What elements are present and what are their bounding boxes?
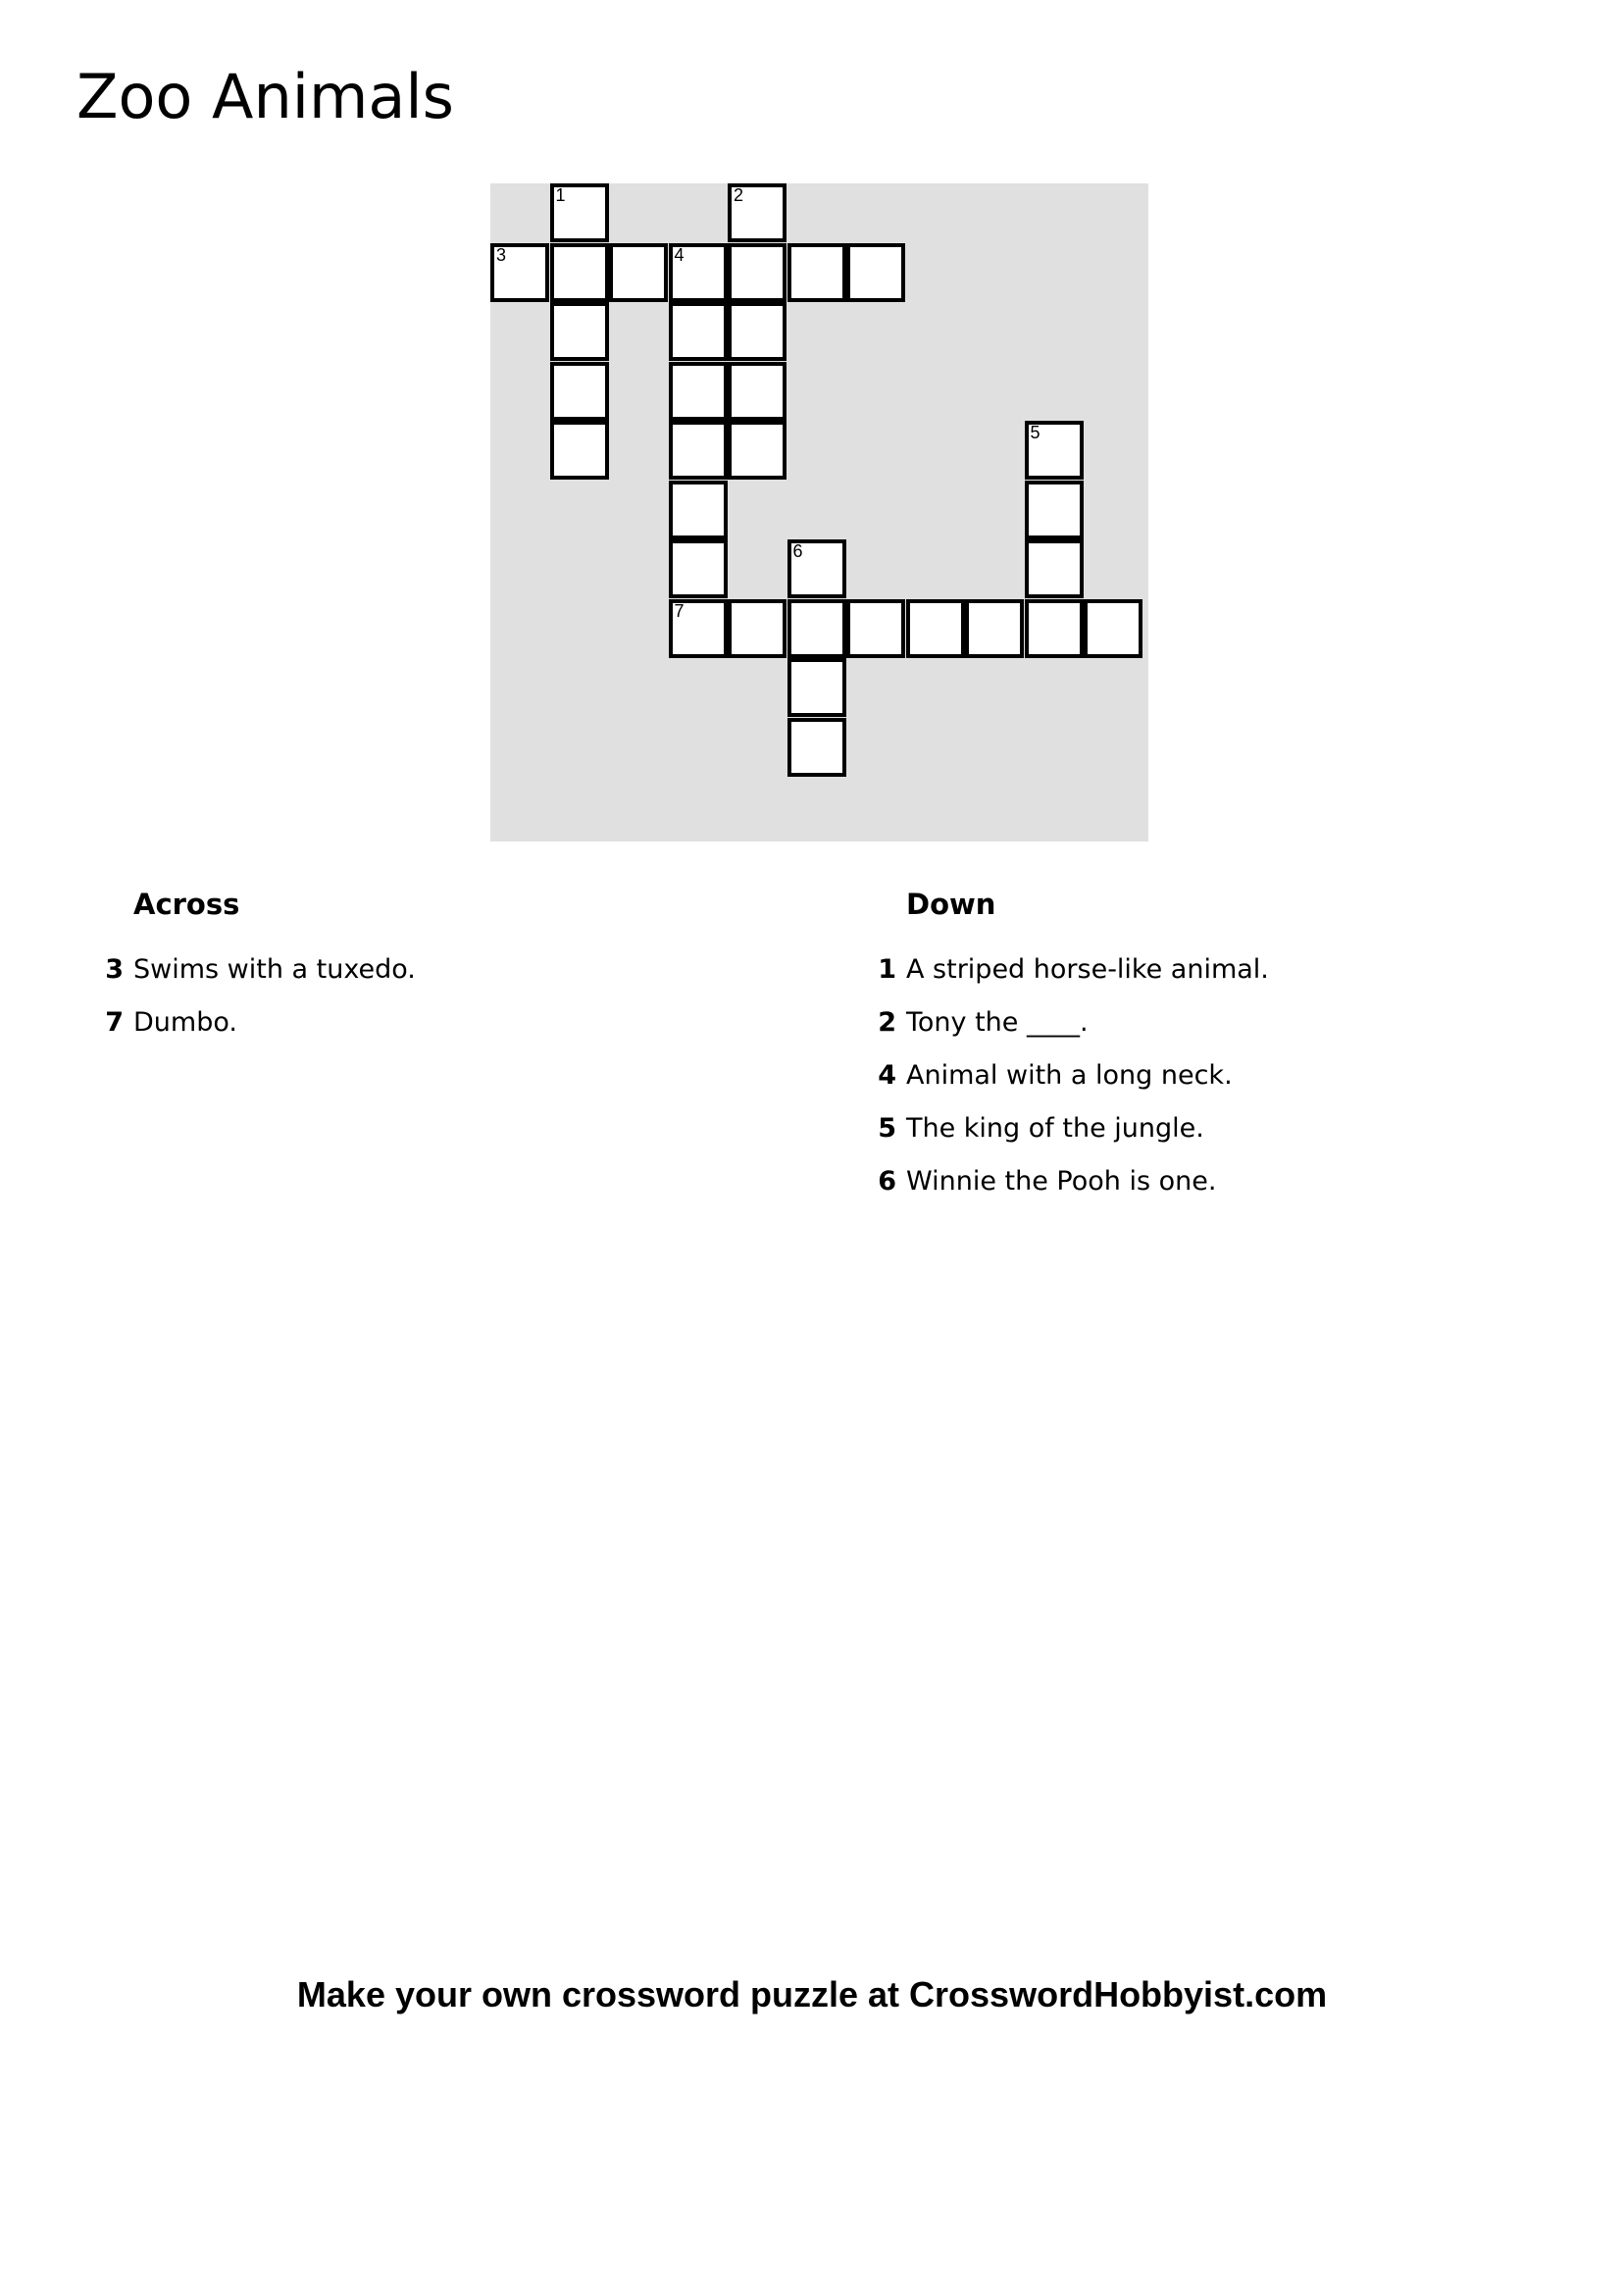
grid-cell[interactable] <box>550 243 609 302</box>
clue-item <box>871 943 1557 996</box>
grid-cell[interactable] <box>490 243 549 302</box>
cell-number: 5 <box>1030 423 1040 442</box>
grid-cell[interactable] <box>669 243 728 302</box>
across-heading: Across <box>133 888 240 921</box>
clue-text: Tony the ____. <box>906 1007 1089 1038</box>
grid-cell[interactable] <box>906 599 965 658</box>
grid-cell[interactable] <box>846 243 905 302</box>
grid-cell[interactable] <box>728 243 787 302</box>
cell-number: 1 <box>555 185 566 205</box>
clue-item <box>98 943 785 996</box>
grid-cell[interactable] <box>550 421 609 480</box>
grid-cell[interactable] <box>669 599 728 658</box>
clue-item <box>871 996 1557 1049</box>
cell-number: 2 <box>734 185 744 205</box>
clue-number: 4 <box>878 1060 896 1091</box>
clue-item <box>871 1102 1557 1155</box>
grid-cell[interactable] <box>728 599 787 658</box>
grid-cell[interactable] <box>787 718 846 777</box>
grid-cell[interactable] <box>728 421 787 480</box>
grid-cell[interactable] <box>787 243 846 302</box>
grid-cell[interactable] <box>787 599 846 658</box>
clue-text: Animal with a long neck. <box>906 1060 1233 1091</box>
grid-cell[interactable] <box>1025 539 1084 598</box>
down-heading: Down <box>906 888 996 921</box>
grid-cell[interactable] <box>787 658 846 717</box>
down-clues-section <box>871 885 1557 1208</box>
grid-cell[interactable] <box>1084 599 1142 658</box>
grid-cell[interactable] <box>550 183 609 242</box>
grid-cell[interactable] <box>669 302 728 361</box>
grid-cell[interactable] <box>1025 481 1084 539</box>
grid-cell[interactable] <box>728 362 787 421</box>
down-clue-list <box>871 943 1557 1208</box>
crossword-grid <box>490 183 1148 841</box>
cell-number: 3 <box>496 244 507 265</box>
clue-number: 5 <box>878 1113 896 1144</box>
page-title: Zoo Animals <box>76 61 454 132</box>
footer-credit: Make your own crossword puzzle at CrosswordHobbyist.com <box>296 1974 1328 2014</box>
clue-item <box>871 1049 1557 1102</box>
grid-cell[interactable] <box>1025 599 1084 658</box>
clue-text: Dumbo. <box>133 1007 237 1038</box>
grid-cell[interactable] <box>669 421 728 480</box>
clue-item <box>871 1155 1557 1208</box>
grid-cell[interactable] <box>787 539 846 598</box>
clue-number: 2 <box>878 1007 896 1038</box>
clue-text: Winnie the Pooh is one. <box>906 1166 1217 1197</box>
cell-number: 4 <box>674 244 685 265</box>
grid-cell[interactable] <box>669 362 728 421</box>
across-clues-section <box>98 885 785 1049</box>
clue-number: 6 <box>878 1166 896 1197</box>
clue-text: Swims with a tuxedo. <box>133 954 416 985</box>
grid-cell[interactable] <box>1025 421 1084 480</box>
clue-text: A striped horse-like animal. <box>906 954 1269 985</box>
clue-number: 7 <box>105 1007 124 1038</box>
cell-number: 7 <box>674 600 685 621</box>
across-clue-list <box>98 943 785 1049</box>
grid-cell[interactable] <box>965 599 1024 658</box>
grid-cell[interactable] <box>669 539 728 598</box>
grid-cell[interactable] <box>728 302 787 361</box>
cell-number: 6 <box>792 541 803 561</box>
grid-cell[interactable] <box>609 243 668 302</box>
grid-cell[interactable] <box>550 362 609 421</box>
clue-number: 1 <box>878 954 896 985</box>
clue-number: 3 <box>105 954 124 985</box>
grid-cell[interactable] <box>669 481 728 539</box>
grid-cell[interactable] <box>846 599 905 658</box>
grid-cell[interactable] <box>550 302 609 361</box>
clue-item <box>98 996 785 1049</box>
grid-cell[interactable] <box>728 183 787 242</box>
clue-text: The king of the jungle. <box>906 1113 1204 1144</box>
